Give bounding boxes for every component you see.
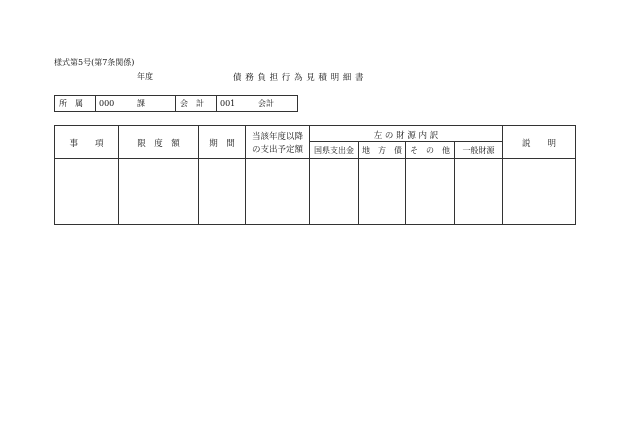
department-label: 所 属 bbox=[59, 99, 83, 108]
document-title: 債 務 負 担 行 為 見 積 明 細 書 bbox=[233, 73, 365, 83]
obligation-estimate-table bbox=[54, 125, 576, 225]
divider bbox=[216, 96, 217, 111]
department-code: 000 bbox=[99, 99, 115, 108]
header-period: 期 間 bbox=[209, 139, 235, 149]
header-planned-line1: 当該年度以降 bbox=[251, 132, 303, 142]
divider bbox=[175, 96, 176, 111]
account-name: 会計 bbox=[258, 99, 274, 108]
fiscal-year-label: 年度 bbox=[137, 72, 153, 81]
header-other: そ の 他 bbox=[410, 146, 450, 155]
header-planned-line2: の支出予定額 bbox=[251, 145, 303, 155]
header-funding-breakdown: 左 の 財 源 内 訳 bbox=[373, 131, 439, 141]
header-explanation: 説 明 bbox=[521, 139, 556, 149]
account-label: 会 計 bbox=[180, 99, 204, 108]
header-limit-amount: 限 度 額 bbox=[137, 139, 180, 149]
header-national-prefectural: 国県支出金 bbox=[314, 146, 354, 155]
grid-line bbox=[309, 141, 502, 142]
department-unit: 課 bbox=[137, 99, 145, 108]
form-number: 様式第5号(第7条関係) bbox=[54, 58, 135, 67]
account-code: 001 bbox=[220, 99, 236, 108]
header-local-bond: 地 方 債 bbox=[362, 146, 402, 155]
department-account-box bbox=[54, 95, 298, 112]
divider bbox=[95, 96, 96, 111]
header-bottom-line bbox=[55, 158, 575, 159]
header-item: 事 項 bbox=[69, 139, 104, 149]
header-general-funds: 一般財源 bbox=[462, 146, 495, 155]
